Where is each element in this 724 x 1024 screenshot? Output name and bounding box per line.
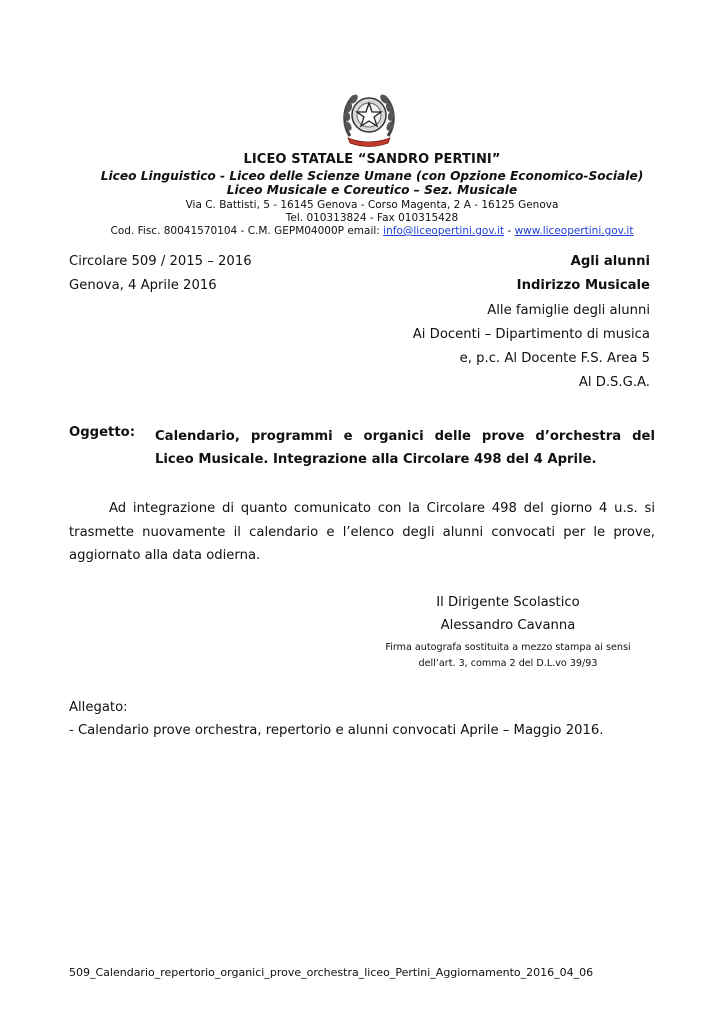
recipient-teachers: Ai Docenti – Dipartimento di musica <box>412 327 650 342</box>
recipient-students: Agli alunni <box>570 254 650 269</box>
recipient-families: Alle famiglie degli alunni <box>487 303 650 318</box>
place-date: Genova, 4 Aprile 2016 <box>69 278 217 293</box>
recipient-dsga: Al D.S.G.A. <box>578 375 650 390</box>
attachment-item: - Calendario prove orchestra, repertorio e alunni convocati Aprile – Maggio 2016. <box>69 723 604 738</box>
website-link[interactable]: www.liceopertini.gov.it <box>514 225 634 237</box>
subject-label: Oggetto: <box>69 425 135 440</box>
subject-line2: Liceo Musicale. Integrazione alla Circolare 498 del 4 Aprile. <box>155 452 597 467</box>
signature-role: Il Dirigente Scolastico <box>436 595 580 610</box>
subject-line1: Calendario, programmi e organici delle prove d’orchestra del <box>155 429 655 444</box>
signature-note-line2: dell’art. 3, comma 2 del D.L.vo 39/93 <box>418 658 598 669</box>
body-line1: Ad integrazione di quanto comunicato con la Circolare 498 del giorno 4 u.s. si <box>109 501 655 516</box>
school-subtitle-line1: Liceo Linguistico - Liceo delle Scienze Umane (con Opzione Economico-Sociale) <box>100 169 644 183</box>
school-subtitle-line2: Liceo Musicale e Coreutico – Sez. Musicale <box>226 183 518 197</box>
school-address: Via C. Battisti, 5 - 16145 Genova - Corso Magenta, 2 A - 16125 Genova <box>185 199 559 211</box>
signature-name: Alessandro Cavanna <box>440 618 576 633</box>
recipient-music-track: Indirizzo Musicale <box>516 278 650 293</box>
italian-republic-emblem-icon <box>340 86 398 148</box>
body-paragraph <box>69 497 655 568</box>
footer-filename: 509_Calendario_repertorio_organici_prove_orchestra_liceo_Pertini_Aggiornamento_2016_04_06 <box>69 966 594 979</box>
subject-text <box>155 425 655 471</box>
school-name: LICEO STATALE “SANDRO PERTINI” <box>243 152 501 167</box>
body-line3: aggiornato alla data odierna. <box>69 548 261 563</box>
body-line2: trasmette nuovamente il calendario e l’elenco degli alunni convocati per le prove, <box>69 524 655 540</box>
school-phone: Tel. 010313824 - Fax 010315428 <box>285 212 459 224</box>
school-codes <box>40 225 704 237</box>
recipient-fs-teacher: e, p.c. Al Docente F.S. Area 5 <box>459 351 650 366</box>
codes-separator: - <box>504 225 515 237</box>
codes-prefix: Cod. Fisc. 80041570104 - C.M. GEPM04000P email: <box>110 225 384 237</box>
signature-note-line1: Firma autografa sostituita a mezzo stampa ai sensi <box>385 642 631 653</box>
email-link[interactable]: info@liceopertini.gov.it <box>383 225 505 237</box>
attachment-label: Allegato: <box>69 700 128 715</box>
circolare-number: Circolare 509 / 2015 – 2016 <box>69 254 252 269</box>
